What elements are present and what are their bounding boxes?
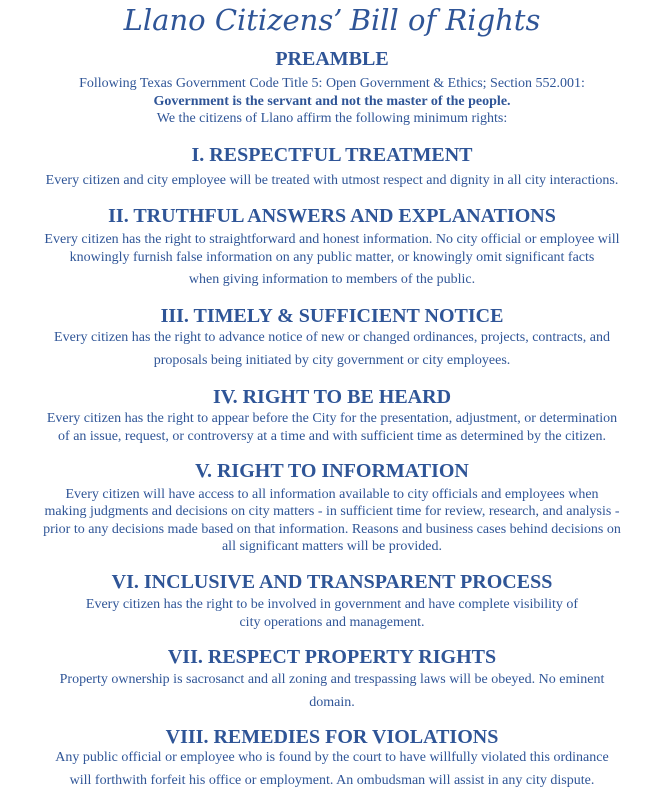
section-4-heading: IV. RIGHT TO BE HEARD [212, 386, 452, 408]
section-2-line-2: knowingly furnish false information on any public matter, or knowingly omit significant facts [69, 250, 595, 265]
section-5-line-1: Every citizen will have access to all information available to city officials and employees when [65, 487, 599, 502]
document-title [0, 2, 664, 39]
section-2-line-1: Every citizen has the right to straightforward and honest information. No city official or employee will [44, 232, 620, 247]
section-6-line-1: Every citizen has the right to be involved in government and have complete visibility of [85, 597, 579, 612]
section-6-line-2: city operations and management. [239, 615, 425, 630]
section-5-heading: V. RIGHT TO INFORMATION [195, 460, 469, 482]
section-1-line-1: Every citizen and city employee will be treated with utmost respect and dignity in all city interactions. [45, 173, 619, 188]
section-3-line-2: proposals being initiated by city government or city employees. [153, 353, 511, 368]
preamble-line-1: Following Texas Government Code Title 5: Open Government & Ethics; Section 552.001: [79, 76, 585, 91]
section-8-line-2: will forthwith forfeit his office or employment. An ombudsman will assist in any city dispute. [69, 773, 595, 788]
section-3-line-1: Every citizen has the right to advance notice of new or changed ordinances, projects, contracts, and [54, 330, 610, 345]
section-5-line-2: making judgments and decisions on city matters - in sufficient time for review, research, and analysis - [44, 504, 620, 519]
preamble-line-2: Government is the servant and not the master of the people. [153, 94, 511, 109]
section-6-heading: VI. INCLUSIVE AND TRANSPARENT PROCESS [111, 571, 553, 593]
section-7-line-1: Property ownership is sacrosanct and all zoning and trespassing laws will be obeyed. No eminent [59, 672, 605, 687]
section-2-heading: II. TRUTHFUL ANSWERS AND EXPLANATIONS [108, 205, 556, 227]
section-1-heading: I. RESPECTFUL TREATMENT [191, 144, 473, 166]
section-8-line-1: Any public official or employee who is found by the court to have willfully violated this ordinance [55, 750, 609, 765]
section-5-line-4: all significant matters will be provided. [221, 539, 443, 554]
section-4-line-1: Every citizen has the right to appear before the City for the presentation, adjustment, or determination [46, 411, 618, 426]
section-4-line-2: of an issue, request, or controversy at a time and with sufficient time as determined by the citizen. [58, 429, 606, 444]
section-3-heading: III. TIMELY & SUFFICIENT NOTICE [160, 305, 504, 327]
section-2-line-3: when giving information to members of the public. [188, 272, 476, 287]
title-name: Bill of Rights [349, 3, 541, 37]
section-7-heading: VII. RESPECT PROPERTY RIGHTS [167, 646, 497, 668]
preamble-heading: PREAMBLE [275, 48, 389, 70]
section-7-line-2: domain. [309, 695, 355, 710]
section-8-heading: VIII. REMEDIES FOR VIOLATIONS [165, 726, 499, 748]
preamble-line-3: We the citizens of Llano affirm the following minimum rights: [156, 111, 508, 126]
title-place: Llano Citizens’ [123, 3, 343, 37]
section-5-line-3: prior to any decisions made based on that information. Reasons and business cases behind decisions on [43, 522, 621, 537]
